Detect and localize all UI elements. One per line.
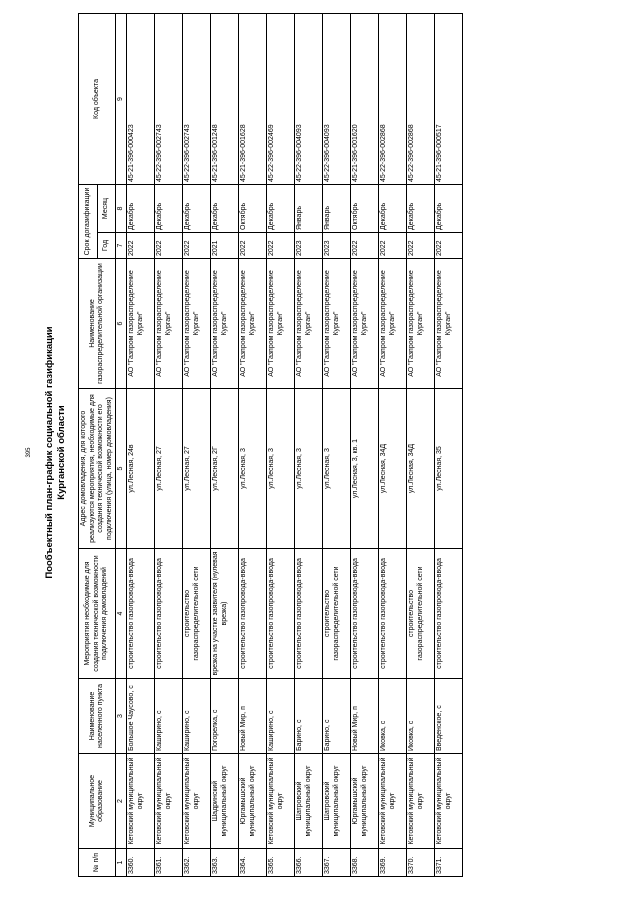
- cell-municipality: Шатровский муниципальный округ: [295, 754, 323, 849]
- cell-settlement: Большое Чаусово, с: [127, 679, 155, 754]
- cell-row-number: 3371.: [435, 849, 463, 877]
- column-number: 1: [116, 849, 127, 877]
- page-number: 395: [26, 447, 32, 458]
- column-number: 7: [116, 233, 127, 259]
- cell-settlement: Каширино, с: [183, 679, 211, 754]
- cell-organization: АО "Газпром газораспределение Курган": [295, 259, 323, 389]
- cell-address: ул.Лесная, 34Д: [379, 389, 407, 549]
- cell-activity: строительство газопровода-ввода: [239, 549, 267, 679]
- cell-object-code: 45-21-396-001628: [239, 14, 267, 185]
- cell-address: ул.Лесная, 3: [239, 389, 267, 549]
- cell-month: Декабрь: [211, 185, 239, 233]
- cell-settlement: Барино, с: [295, 679, 323, 754]
- cell-activity: строительство газопровода-ввода: [435, 549, 463, 679]
- table-row: [407, 14, 435, 877]
- cell-row-number: 3363.: [211, 849, 239, 877]
- table-row: [211, 14, 239, 877]
- cell-year: 2023: [295, 233, 323, 259]
- title-line-1: Пообъектный план-график социальной газификации: [44, 326, 55, 579]
- table-row: [155, 14, 183, 877]
- cell-year: 2023: [323, 233, 351, 259]
- column-number-row: [116, 14, 127, 877]
- cell-address: ул.Лесная, 3, кв. 1: [351, 389, 379, 549]
- cell-year: 2022: [351, 233, 379, 259]
- cell-row-number: 3365.: [267, 849, 295, 877]
- cell-address: ул.Лесная, 27: [155, 389, 183, 549]
- cell-organization: АО "Газпром газораспределение Курган": [183, 259, 211, 389]
- table-row: [127, 14, 155, 877]
- cell-year: 2022: [435, 233, 463, 259]
- cell-month: Октябрь: [239, 185, 267, 233]
- cell-month: Декабрь: [183, 185, 211, 233]
- header-address: Адрес домовладения, для которого реализуются мероприятия, необходимые для создания технической возможности его подключения (улица, номер домовладения): [79, 389, 116, 549]
- cell-organization: АО "Газпром газораспределение Курган": [323, 259, 351, 389]
- header-organization: Наименование газораспределительной организации: [79, 259, 116, 389]
- cell-row-number: 3361.: [155, 849, 183, 877]
- cell-activity: строительство газопровода-ввода: [351, 549, 379, 679]
- cell-organization: АО "Газпром газораспределение Курган": [351, 259, 379, 389]
- cell-address: ул.Лесная, 3: [267, 389, 295, 549]
- table-row: [239, 14, 267, 877]
- cell-municipality: Кетовский муниципальный округ: [127, 754, 155, 849]
- cell-organization: АО "Газпром газораспределение Курган": [211, 259, 239, 389]
- cell-object-code: 45-21-396-000423: [127, 14, 155, 185]
- cell-municipality: Юргамышский муниципальный округ: [239, 754, 267, 849]
- cell-municipality: Кетовский муниципальный округ: [155, 754, 183, 849]
- cell-activity: строительство газораспределительной сети: [407, 549, 435, 679]
- table-row: [183, 14, 211, 877]
- cell-organization: АО "Газпром газораспределение Курган": [155, 259, 183, 389]
- header-municipality: Муниципальное образование: [79, 754, 116, 849]
- column-number: 3: [116, 679, 127, 754]
- header-row: [79, 14, 98, 877]
- cell-object-code: 45-22-396-004093: [323, 14, 351, 185]
- cell-settlement: Каширино, с: [267, 679, 295, 754]
- cell-object-code: 45-22-396-002469: [267, 14, 295, 185]
- cell-row-number: 3360.: [127, 849, 155, 877]
- cell-activity: строительство газопровода-ввода: [155, 549, 183, 679]
- cell-year: 2022: [379, 233, 407, 259]
- table-row: [379, 14, 407, 877]
- table-body: [127, 14, 463, 877]
- cell-row-number: 3368.: [351, 849, 379, 877]
- cell-object-code: 45-22-396-002743: [183, 14, 211, 185]
- column-number: 6: [116, 259, 127, 389]
- column-number: 5: [116, 389, 127, 549]
- cell-municipality: Шадринский муниципальный округ: [211, 754, 239, 849]
- column-number: 8: [116, 185, 127, 233]
- page-title: [44, 0, 68, 905]
- table-row: [435, 14, 463, 877]
- cell-settlement: Иковка, с: [379, 679, 407, 754]
- cell-activity: строительство газораспределительной сети: [183, 549, 211, 679]
- cell-settlement: Погорелка, с: [211, 679, 239, 754]
- cell-month: Январь: [295, 185, 323, 233]
- cell-month: Декабрь: [435, 185, 463, 233]
- column-number: 9: [116, 14, 127, 185]
- cell-address: ул.Лесная, 34Д: [407, 389, 435, 549]
- cell-municipality: Кетовский муниципальный округ: [183, 754, 211, 849]
- cell-month: Декабрь: [407, 185, 435, 233]
- cell-organization: АО "Газпром газораспределение Курган": [407, 259, 435, 389]
- cell-row-number: 3362.: [183, 849, 211, 877]
- cell-row-number: 3364.: [239, 849, 267, 877]
- cell-municipality: Кетовский муниципальный округ: [267, 754, 295, 849]
- gasification-table: [78, 13, 463, 877]
- cell-settlement: Введенское, с: [435, 679, 463, 754]
- cell-object-code: 45-22-396-002868: [407, 14, 435, 185]
- header-settlement: Наименование населенного пункта: [79, 679, 116, 754]
- cell-year: 2021: [211, 233, 239, 259]
- cell-municipality: Кетовский муниципальный округ: [379, 754, 407, 849]
- cell-object-code: 45-21-396-000517: [435, 14, 463, 185]
- table-row: [323, 14, 351, 877]
- cell-municipality: Шатровский муниципальный округ: [323, 754, 351, 849]
- cell-municipality: Кетовский муниципальный округ: [435, 754, 463, 849]
- cell-year: 2022: [239, 233, 267, 259]
- cell-settlement: Каширино, с: [155, 679, 183, 754]
- cell-month: Декабрь: [155, 185, 183, 233]
- cell-address: ул.Лесная, 27: [183, 389, 211, 549]
- cell-year: 2022: [127, 233, 155, 259]
- cell-organization: АО "Газпром газораспределение Курган": [239, 259, 267, 389]
- cell-year: 2022: [183, 233, 211, 259]
- column-number: 4: [116, 549, 127, 679]
- cell-settlement: Иковка, с: [407, 679, 435, 754]
- cell-object-code: 45-22-396-002868: [379, 14, 407, 185]
- cell-month: Декабрь: [127, 185, 155, 233]
- cell-row-number: 3366.: [295, 849, 323, 877]
- cell-settlement: Барино, с: [323, 679, 351, 754]
- cell-activity: строительство газопровода-ввода: [127, 549, 155, 679]
- header-deadline: Срок догазификации: [79, 185, 98, 259]
- cell-object-code: 45-21-396-001620: [351, 14, 379, 185]
- cell-year: 2022: [267, 233, 295, 259]
- cell-month: Октябрь: [351, 185, 379, 233]
- cell-row-number: 3369.: [379, 849, 407, 877]
- header-month: Месяц: [97, 185, 116, 233]
- cell-organization: АО "Газпром газораспределение Курган": [435, 259, 463, 389]
- cell-address: ул.Лесная, 35: [435, 389, 463, 549]
- cell-organization: АО "Газпром газораспределение Курган": [127, 259, 155, 389]
- cell-address: ул.Лесная, 3: [295, 389, 323, 549]
- cell-activity: строительство газораспределительной сети: [323, 549, 351, 679]
- cell-activity: строительство газопровода-ввода: [267, 549, 295, 679]
- table-row: [267, 14, 295, 877]
- cell-row-number: 3367.: [323, 849, 351, 877]
- cell-month: Декабрь: [379, 185, 407, 233]
- cell-row-number: 3370.: [407, 849, 435, 877]
- cell-activity: строительство газопровода-ввода: [295, 549, 323, 679]
- cell-year: 2022: [155, 233, 183, 259]
- cell-municipality: Кетовский муниципальный округ: [407, 754, 435, 849]
- column-number: 2: [116, 754, 127, 849]
- cell-month: Декабрь: [267, 185, 295, 233]
- cell-activity: врезка на участке заявителя (нулевая врезка): [211, 549, 239, 679]
- header-num: № п/п: [79, 849, 116, 877]
- header-year: Год: [97, 233, 116, 259]
- cell-address: ул.Лесная, 3: [323, 389, 351, 549]
- header-activity: Мероприятия необходимые для создания технической возможности подключения домовладений: [79, 549, 116, 679]
- cell-settlement: Новый Мир, п: [239, 679, 267, 754]
- cell-organization: АО "Газпром газораспределение Курган": [379, 259, 407, 389]
- cell-object-code: 45-21-396-001248: [211, 14, 239, 185]
- cell-year: 2022: [407, 233, 435, 259]
- cell-activity: строительство газопровода-ввода: [379, 549, 407, 679]
- cell-organization: АО "Газпром газораспределение Курган": [267, 259, 295, 389]
- title-line-2: Курганской области: [56, 405, 67, 500]
- cell-object-code: 45-22-396-002743: [155, 14, 183, 185]
- cell-object-code: 45-22-396-004093: [295, 14, 323, 185]
- cell-month: Январь: [323, 185, 351, 233]
- table-row: [295, 14, 323, 877]
- header-object-code: Код объекта: [79, 14, 116, 185]
- table-row: [351, 14, 379, 877]
- cell-address: ул.Лесная, 24в: [127, 389, 155, 549]
- cell-settlement: Новый Мир, п: [351, 679, 379, 754]
- cell-address: ул.Лесная, 2Г: [211, 389, 239, 549]
- cell-municipality: Юргамышский муниципальный округ: [351, 754, 379, 849]
